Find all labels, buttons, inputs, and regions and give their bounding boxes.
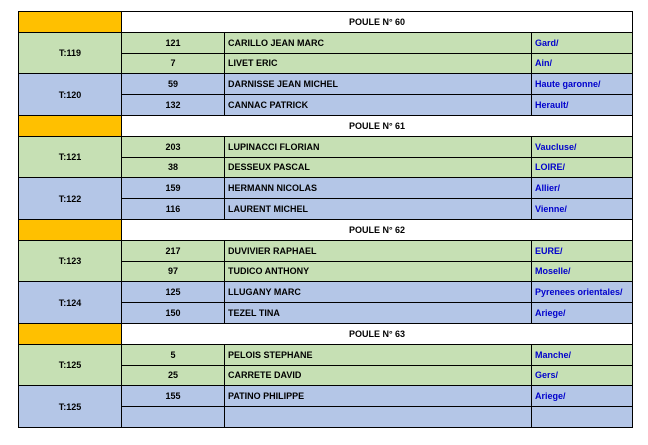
- player-name: LAURENT MICHEL: [225, 199, 532, 220]
- player-department: LOIRE/: [532, 157, 633, 178]
- poule-title: POULE N° 63: [122, 323, 633, 344]
- player-number: [122, 407, 225, 428]
- poule-marker: [19, 12, 122, 33]
- table-number: T:122: [19, 178, 122, 220]
- player-number: 25: [122, 365, 225, 386]
- player-department: EURE/: [532, 240, 633, 261]
- player-number: 38: [122, 157, 225, 178]
- player-name: TUDICO ANTHONY: [225, 261, 532, 282]
- player-row: [19, 282, 633, 303]
- player-department: Haute garonne/: [532, 74, 633, 95]
- player-department: Allier/: [532, 178, 633, 199]
- player-number: 150: [122, 303, 225, 324]
- player-name: PELOIS STEPHANE: [225, 344, 532, 365]
- poule-title: POULE N° 60: [122, 12, 633, 33]
- player-name: DARNISSE JEAN MICHEL: [225, 74, 532, 95]
- player-row: [19, 136, 633, 157]
- player-number: 5: [122, 344, 225, 365]
- player-name: LUPINACCI FLORIAN: [225, 136, 532, 157]
- poule-header-row: [19, 219, 633, 240]
- player-department: Manche/: [532, 344, 633, 365]
- player-number: 97: [122, 261, 225, 282]
- player-department: Vienne/: [532, 199, 633, 220]
- player-number: 132: [122, 95, 225, 116]
- player-name: [225, 407, 532, 428]
- player-name: HERMANN NICOLAS: [225, 178, 532, 199]
- poule-marker: [19, 323, 122, 344]
- player-row: [19, 74, 633, 95]
- table-number: T:125: [19, 386, 122, 428]
- poule-marker: [19, 219, 122, 240]
- player-name: CARILLO JEAN MARC: [225, 32, 532, 53]
- player-department: Ariege/: [532, 386, 633, 407]
- player-number: 203: [122, 136, 225, 157]
- poule-header-row: [19, 12, 633, 33]
- player-name: DUVIVIER RAPHAEL: [225, 240, 532, 261]
- player-department: Gers/: [532, 365, 633, 386]
- player-name: PATINO PHILIPPE: [225, 386, 532, 407]
- player-row: [19, 240, 633, 261]
- poule-title: POULE N° 62: [122, 219, 633, 240]
- player-row: [19, 32, 633, 53]
- player-department: Pyrenees orientales/: [532, 282, 633, 303]
- table-number: T:123: [19, 240, 122, 282]
- table-number: T:121: [19, 136, 122, 178]
- player-name: DESSEUX PASCAL: [225, 157, 532, 178]
- poule-header-row: [19, 115, 633, 136]
- player-name: TEZEL TINA: [225, 303, 532, 324]
- player-department: Gard/: [532, 32, 633, 53]
- player-department: Ain/: [532, 53, 633, 74]
- player-number: 125: [122, 282, 225, 303]
- player-number: 7: [122, 53, 225, 74]
- poule-title: POULE N° 61: [122, 115, 633, 136]
- player-number: 59: [122, 74, 225, 95]
- player-number: 159: [122, 178, 225, 199]
- poule-marker: [19, 115, 122, 136]
- player-department: Moselle/: [532, 261, 633, 282]
- table-number: T:120: [19, 74, 122, 116]
- player-department: [532, 407, 633, 428]
- player-row: [19, 344, 633, 365]
- player-row: [19, 386, 633, 407]
- player-number: 155: [122, 386, 225, 407]
- player-row: [19, 178, 633, 199]
- poule-header-row: [19, 323, 633, 344]
- player-name: CARRETE DAVID: [225, 365, 532, 386]
- player-number: 217: [122, 240, 225, 261]
- player-department: Herault/: [532, 95, 633, 116]
- player-name: CANNAC PATRICK: [225, 95, 532, 116]
- poules-table: [18, 11, 633, 428]
- player-department: Vaucluse/: [532, 136, 633, 157]
- table-number: T:125: [19, 344, 122, 386]
- player-name: LLUGANY MARC: [225, 282, 532, 303]
- player-number: 116: [122, 199, 225, 220]
- table-number: T:124: [19, 282, 122, 324]
- player-number: 121: [122, 32, 225, 53]
- player-department: Ariege/: [532, 303, 633, 324]
- player-name: LIVET ERIC: [225, 53, 532, 74]
- table-number: T:119: [19, 32, 122, 74]
